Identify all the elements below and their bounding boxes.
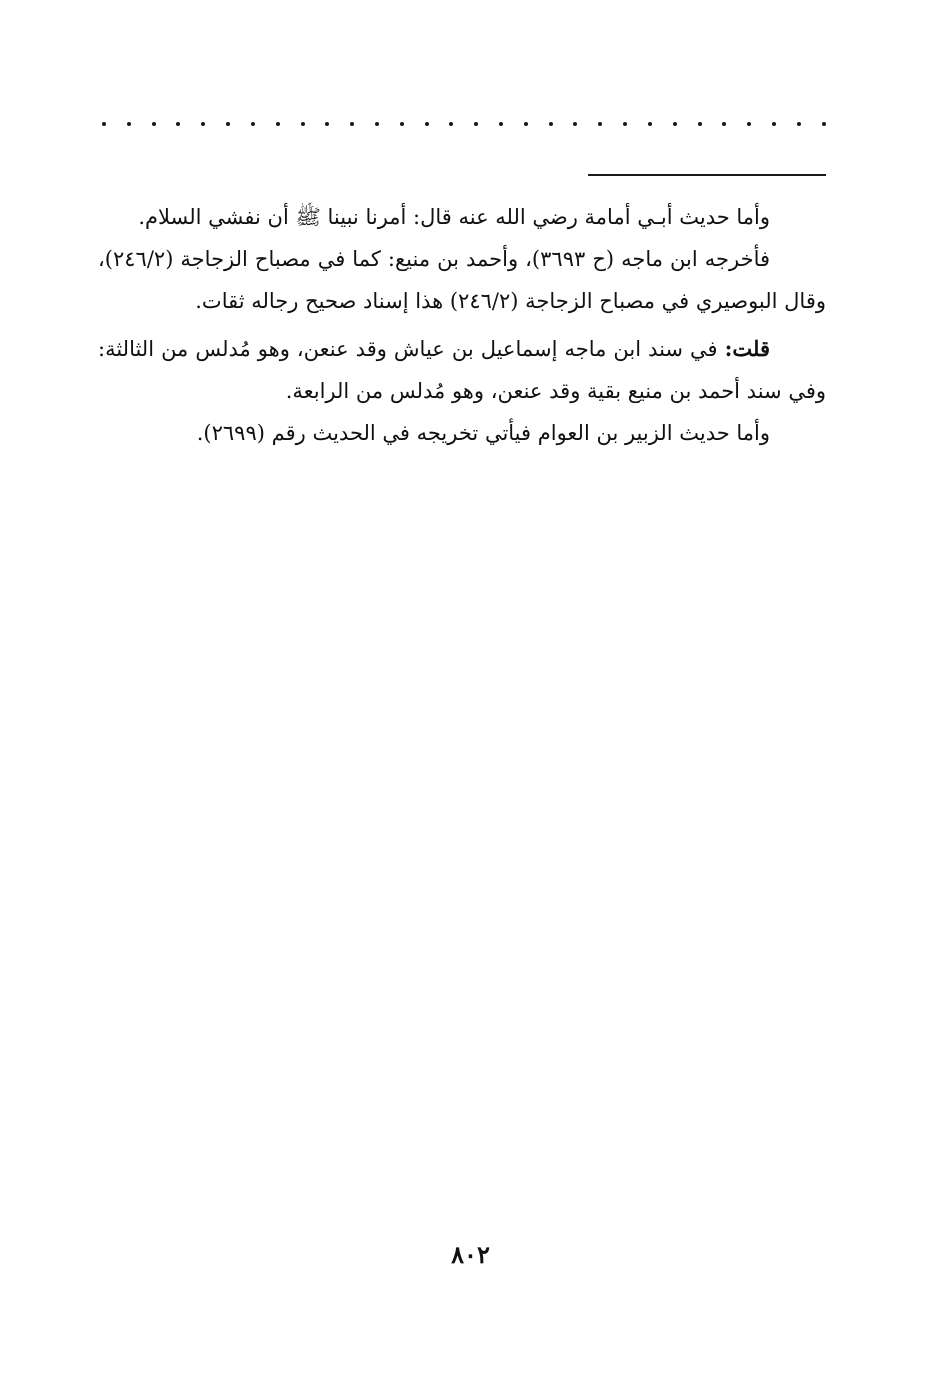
note-body: في سند ابن ماجه إسماعيل بن عياش وقد عنعن، وهو مُدلس من الثالثة: وفي سند أحمد بن منيع بقية وقد عنعن، وهو مُدلس من الرابعة. (98, 337, 826, 403)
separator-dot (375, 122, 379, 126)
body-text (98, 196, 826, 454)
separator-dot (226, 122, 230, 126)
separator-dot (152, 122, 156, 126)
separator-dot (549, 122, 553, 126)
separator-dot (474, 122, 478, 126)
separator-dot (698, 122, 702, 126)
separator-dot (400, 122, 404, 126)
separator-dot (747, 122, 751, 126)
page-number: ٨٠٢ (451, 1240, 490, 1269)
separator-dot (449, 122, 453, 126)
separator-dot (127, 122, 131, 126)
separator-dot (176, 122, 180, 126)
separator-dot (301, 122, 305, 126)
paragraph-3 (98, 328, 826, 412)
separator-dot (276, 122, 280, 126)
separator-dot (648, 122, 652, 126)
separator-dot (499, 122, 503, 126)
separator-dot (325, 122, 329, 126)
dotted-separator (102, 112, 826, 136)
separator-dot (350, 122, 354, 126)
separator-dot (251, 122, 255, 126)
separator-dot (772, 122, 776, 126)
separator-dot (524, 122, 528, 126)
separator-dot (722, 122, 726, 126)
separator-dot (673, 122, 677, 126)
separator-dot (598, 122, 602, 126)
separator-dot (425, 122, 429, 126)
separator-dot (573, 122, 577, 126)
separator-dot (822, 122, 826, 126)
separator-dot (623, 122, 627, 126)
separator-dot (797, 122, 801, 126)
paragraph-1: وأما حديث أبـي أمامة رضي الله عنه قال: أمرنا نبينا ﷺ أن نفشي السلام. (138, 205, 770, 229)
footnote-rule (588, 174, 826, 176)
separator-dot (102, 122, 106, 126)
paragraph-4: وأما حديث الزبير بن العوام فيأتي تخريجه في الحديث رقم (٢٦٩٩). (196, 421, 770, 445)
note-lead: قلت: (724, 336, 770, 361)
paragraph-2: فأخرجه ابن ماجه (ح ٣٦٩٣)، وأحمد بن منيع: كما في مصباح الزجاجة (٢٤٦/٢)، وقال البوصيري في مصباح الزجاجة (٢٤٦/٢) هذا إسناد صحيح رجاله ثقات. (98, 247, 826, 313)
separator-dot (201, 122, 205, 126)
